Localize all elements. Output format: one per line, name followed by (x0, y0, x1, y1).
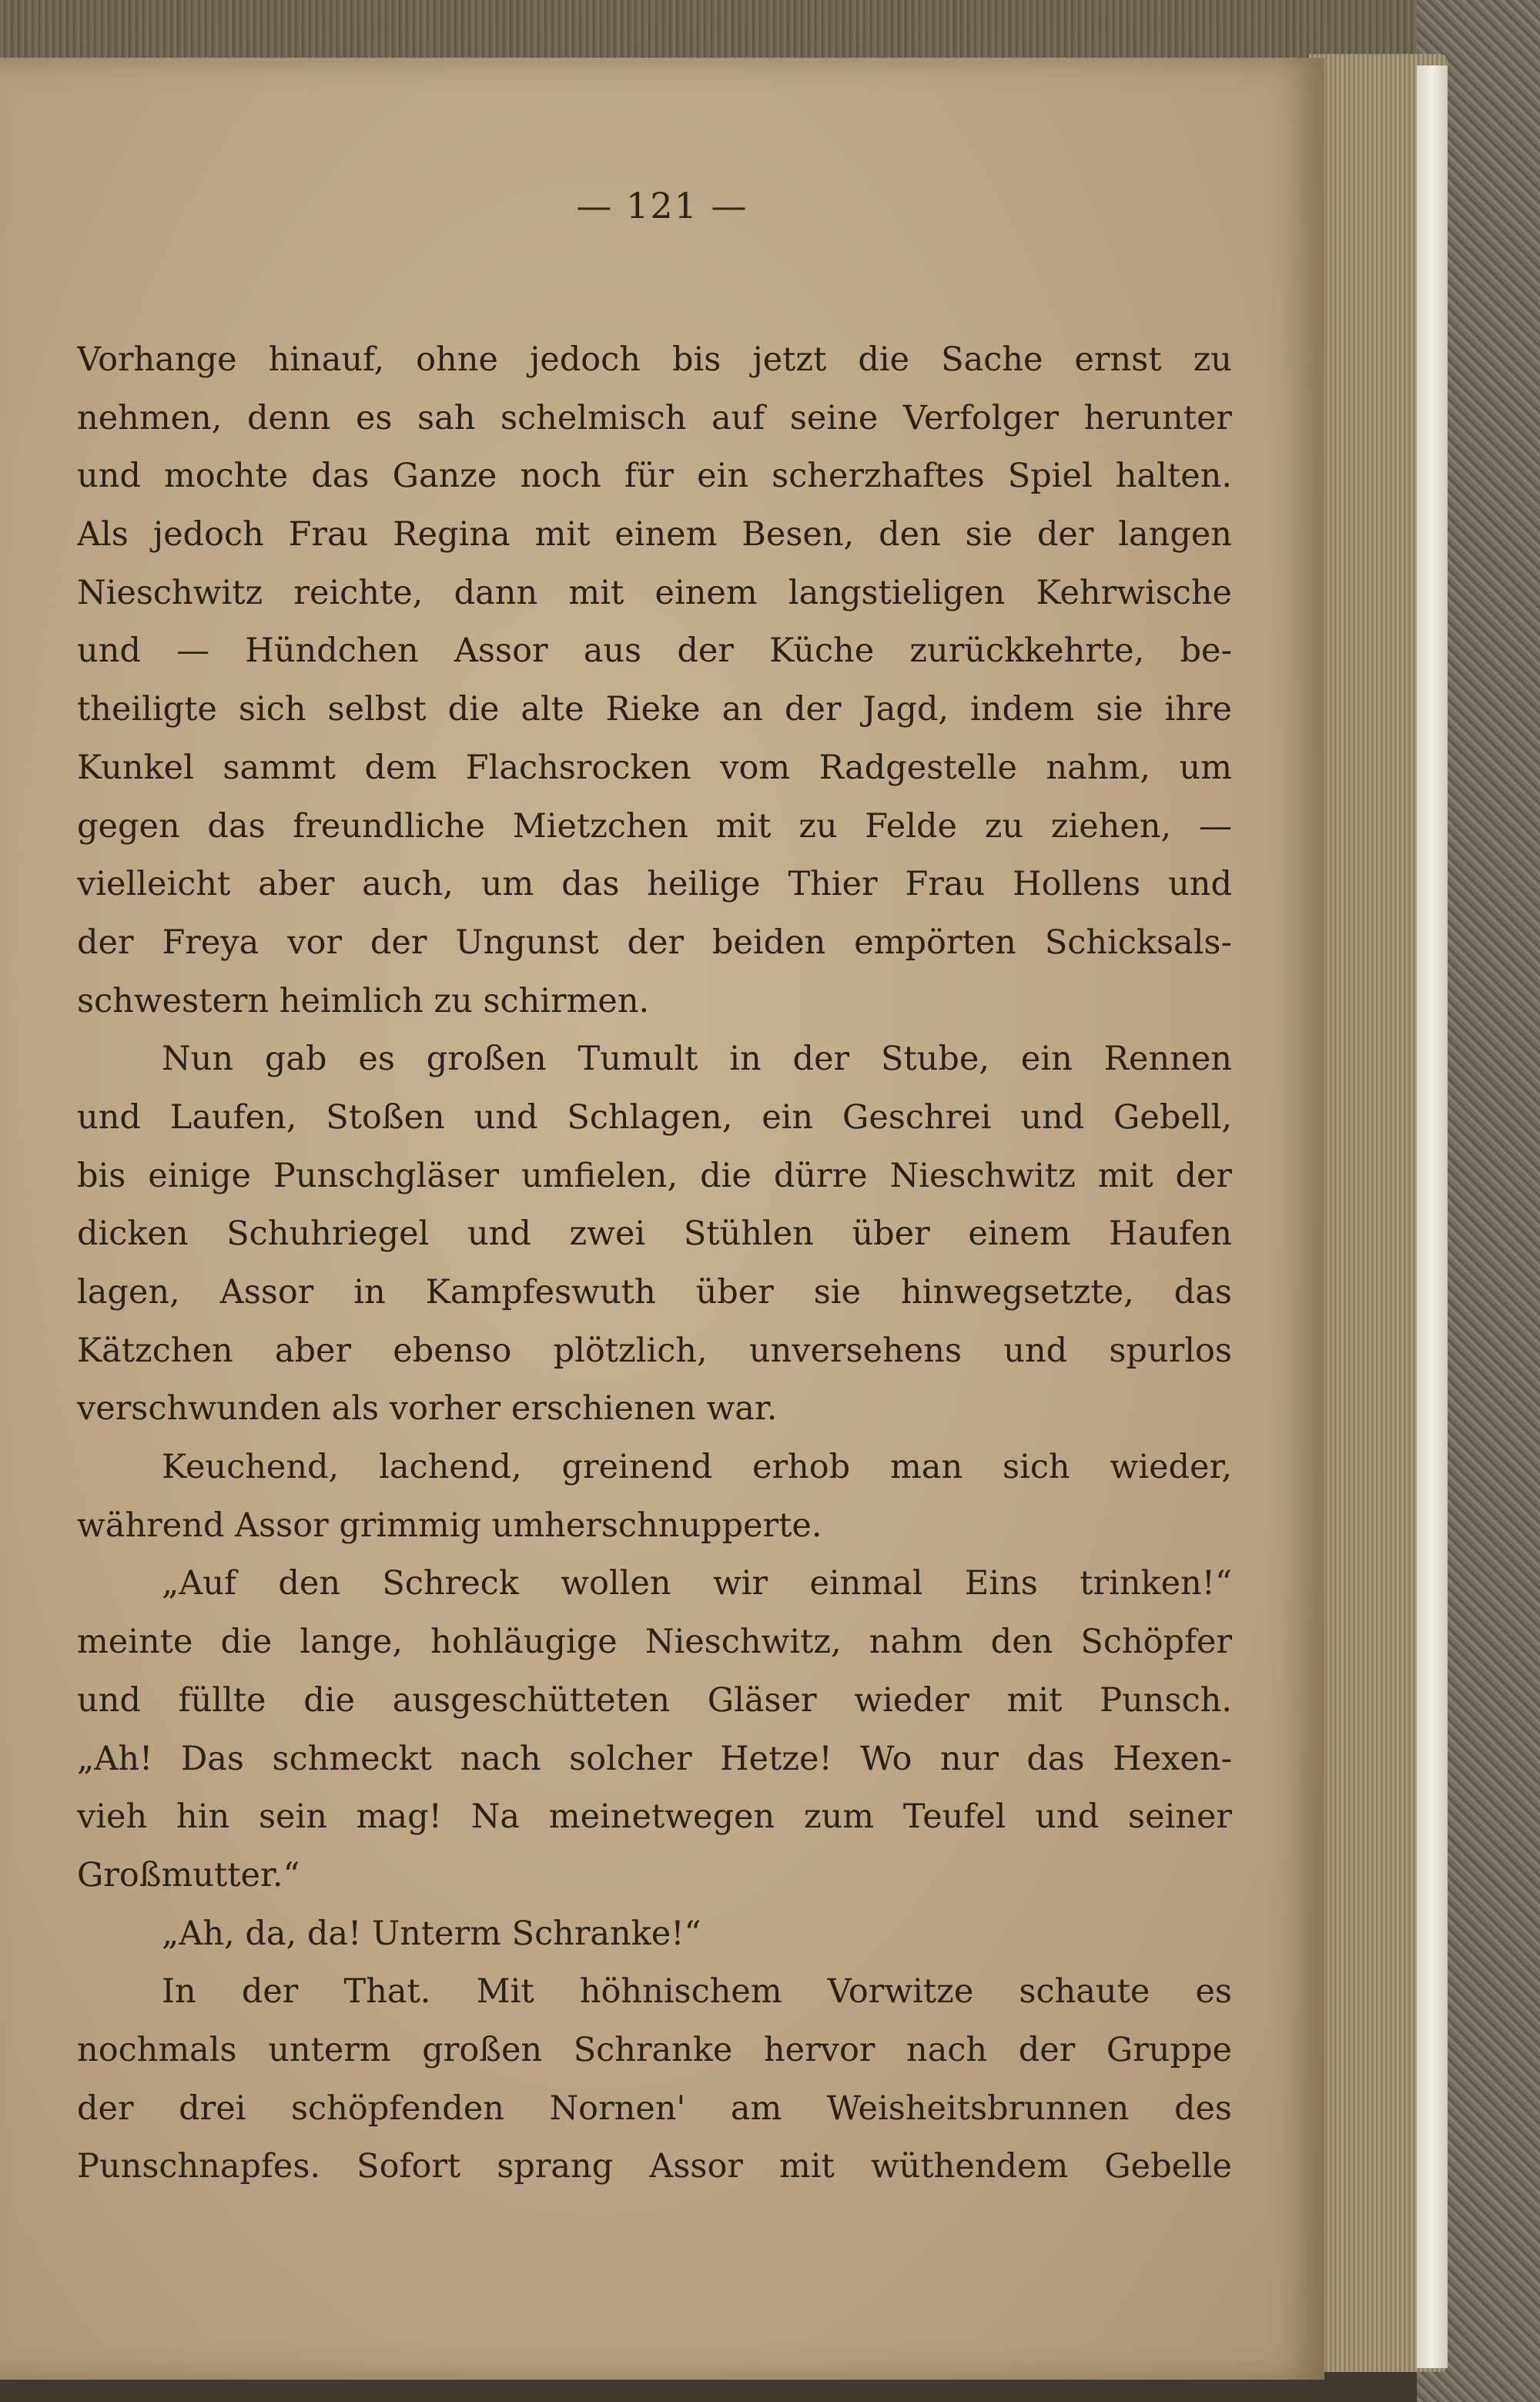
text-line: vieh hin sein mag! Na meinetwegen zum Teufel und seiner (77, 1797, 1232, 1837)
text-line: Kunkel sammt dem Flachsrocken vom Radgestelle nahm, um (77, 748, 1232, 787)
text-line: Kätzchen aber ebenso plötzlich, unversehens und spurlos (77, 1331, 1232, 1370)
text-line: und — Hündchen Assor aus der Küche zurückkehrte, be- (77, 631, 1232, 671)
body-text (77, 331, 1232, 2196)
text-line: „Auf den Schreck wollen wir einmal Eins trinken!“ (162, 1564, 1232, 1603)
text-line: Nieschwitz reichte, dann mit einem langstieligen Kehrwische (77, 573, 1232, 612)
text-line: Als jedoch Frau Regina mit einem Besen, den sie der langen (77, 515, 1232, 554)
text-line: und Laufen, Stoßen und Schlagen, ein Geschrei und Gebell, (77, 1097, 1232, 1137)
book-page (0, 58, 1324, 2380)
text-line: vielleicht aber auch, um das heilige Thier Frau Hollens und (77, 865, 1232, 904)
text-line: Großmutter.“ (77, 1855, 300, 1894)
text-line: „Ah! Das schmeckt nach solcher Hetze! Wo nur das Hexen- (77, 1739, 1232, 1778)
text-line: bis einige Punschgläser umfielen, die dürre Nieschwitz mit der (77, 1156, 1232, 1195)
text-line: der Freya vor der Ungunst der beiden empörten Schicksals- (77, 923, 1232, 962)
text-line: Keuchend, lachend, greinend erhob man sich wieder, (162, 1448, 1232, 1487)
text-line: und mochte das Ganze noch für ein scherzhaftes Spiel halten. (77, 457, 1232, 496)
text-line: nehmen, denn es sah schelmisch auf seine Verfolger herunter (77, 398, 1232, 437)
text-line: meinte die lange, hohläugige Nieschwitz, nahm den Schöpfer (77, 1623, 1232, 1662)
text-line: gegen das freundliche Mietzchen mit zu Felde zu ziehen, — (77, 806, 1232, 846)
text-line: In der That. Mit höhnischem Vorwitze schaute es (162, 1972, 1232, 2012)
text-line: schwestern heimlich zu schirmen. (77, 981, 650, 1020)
text-line: und füllte die ausgeschütteten Gläser wieder mit Punsch. (77, 1680, 1232, 1720)
text-line: Punschnapfes. Sofort sprang Assor mit wüthendem Gebelle (77, 2147, 1232, 2186)
text-line: lagen, Assor in Kampfeswuth über sie hinwegsetzte, das (77, 1273, 1232, 1312)
text-line: dicken Schuhriegel und zwei Stühlen über einem Haufen (77, 1214, 1232, 1254)
text-line: verschwunden als vorher erschienen war. (77, 1389, 778, 1429)
text-line: der drei schöpfenden Nornen' am Weisheitsbrunnen des (77, 2089, 1232, 2128)
text-line: Vorhange hinauf, ohne jedoch bis jetzt die Sache ernst zu (77, 340, 1232, 379)
white-page-edge (1417, 65, 1448, 2368)
text-line: „Ah, da, da! Unterm Schranke!“ (162, 1914, 701, 1953)
text-line: während Assor grimmig umherschnupperte. (77, 1506, 822, 1545)
text-line: nochmals unterm großen Schranke hervor nach der Gruppe (77, 2030, 1232, 2069)
text-line: Nun gab es großen Tumult in der Stube, ein Rennen (162, 1040, 1232, 1079)
page-number: — 121 — (576, 185, 748, 226)
text-line: theiligte sich selbst die alte Rieke an der Jagd, indem sie ihre (77, 690, 1232, 729)
